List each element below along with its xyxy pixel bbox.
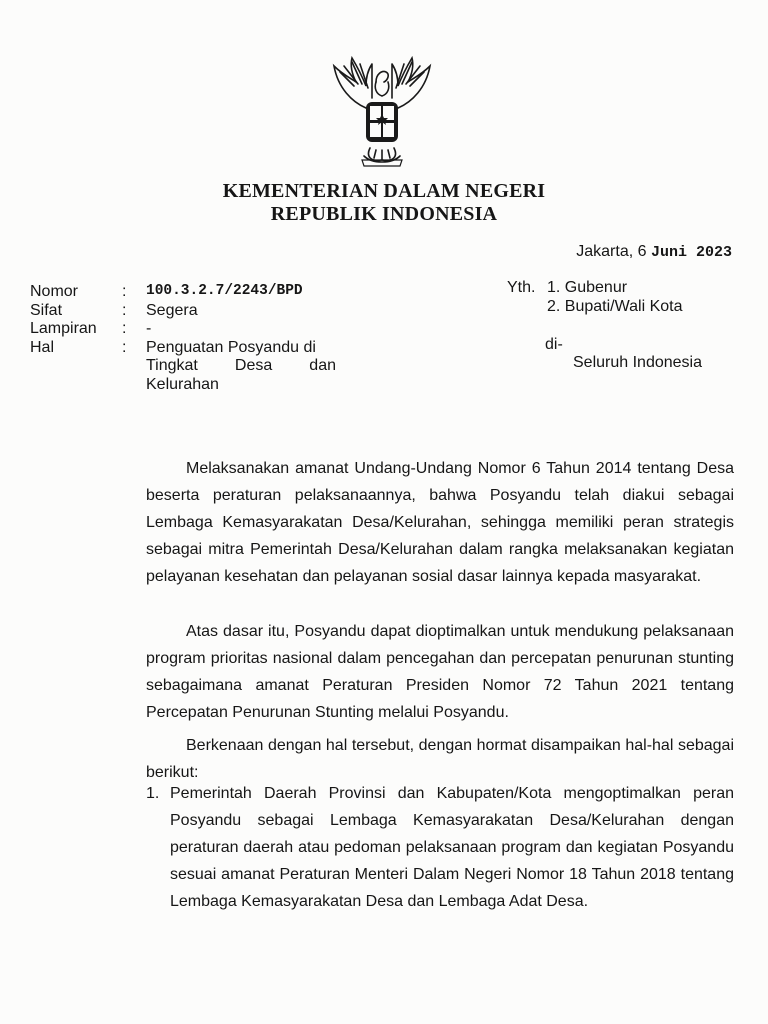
ministry-name: KEMENTERIAN DALAM NEGERI <box>222 180 546 202</box>
paragraph-3: Berkenaan dengan hal tersebut, dengan hormat disampaikan hal-hal sebagai berikut: <box>146 737 734 781</box>
paragraph-1: Melaksanakan amanat Undang-Undang Nomor 6 Tahun 2014 tentang Desa beserta peraturan pelaksanaannya, bahwa Posyandu telah diakui sebagai Lembaga Kemasyarakatan Desa/Kelurahan, sehingga memiliki peran strategis sebagai mitra Pemerintah Desa/Kelurahan dalam rangka melaksanakan kegiatan pelayanan kesehatan dan pelayanan sosial dasar lainnya kepada masyarakat. <box>146 460 734 585</box>
list-item <box>146 780 734 915</box>
date-place: Jakarta, <box>576 243 634 260</box>
date-month-year: Juni 2023 <box>650 244 732 261</box>
colon: : <box>122 320 127 337</box>
colon: : <box>122 283 127 300</box>
addressee-list <box>547 279 682 316</box>
addressee-item: 2. Bupati/Wali Kota <box>547 297 683 315</box>
list-item-number: 1. <box>146 785 160 802</box>
hal-line <box>146 357 336 376</box>
date-day: 6 <box>637 243 647 260</box>
nomor-value: 100.3.2.7/2243/BPD <box>146 283 303 299</box>
hal-text: dan <box>309 357 336 374</box>
colon: : <box>122 338 127 356</box>
addressee-region: Seluruh Indonesia <box>573 354 702 371</box>
hal-line <box>146 376 336 395</box>
list-item-text: Pemerintah Daerah Provinsi dan Kabupaten/Kota mengoptimalkan peran Posyandu sebagai Lembaga Kemasyarakatan Desa/Kelurahan dengan peraturan daerah atau pedoman pelaksanaan program dan kegiatan Posyandu sesuai amanat Peraturan Menteri Dalam Negeri Nomor 18 Tahun 2018 tentang Lembaga Kemasyarakatan Desa dan Lembaga Adat Desa. <box>170 785 734 910</box>
hal-text: Penguatan Posyandu di <box>146 338 316 356</box>
hal-value <box>146 339 336 395</box>
nomor-label: Nomor <box>30 283 79 300</box>
lampiran-label: Lampiran <box>30 320 97 337</box>
sifat-label: Sifat <box>30 301 63 319</box>
yth-label: Yth. <box>507 279 536 296</box>
hal-label: Hal <box>30 338 55 356</box>
sifat-value: Segera <box>146 301 198 319</box>
garuda-emblem-icon <box>326 52 438 170</box>
hal-text: Kelurahan <box>146 375 219 393</box>
republic-name: REPUBLIK INDONESIA <box>270 203 498 225</box>
colon: : <box>122 301 127 319</box>
hal-text: Desa <box>234 357 273 374</box>
addressee-item: 1. Gubenur <box>547 279 628 296</box>
letter-date <box>576 243 732 261</box>
paragraph-2: Atas dasar itu, Posyandu dapat dioptimalkan untuk mendukung pelaksanaan program prioritas nasional dalam pencegahan dan percepatan penurunan stunting sebagaimana amanat Peraturan Presiden Nomor 72 Tahun 2021 tentang Percepatan Penurunan Stunting melalui Posyandu. <box>146 623 734 721</box>
lampiran-value: - <box>146 320 152 337</box>
di-label: di- <box>545 336 563 353</box>
hal-text: Tingkat <box>146 357 198 374</box>
hal-line <box>146 339 336 358</box>
